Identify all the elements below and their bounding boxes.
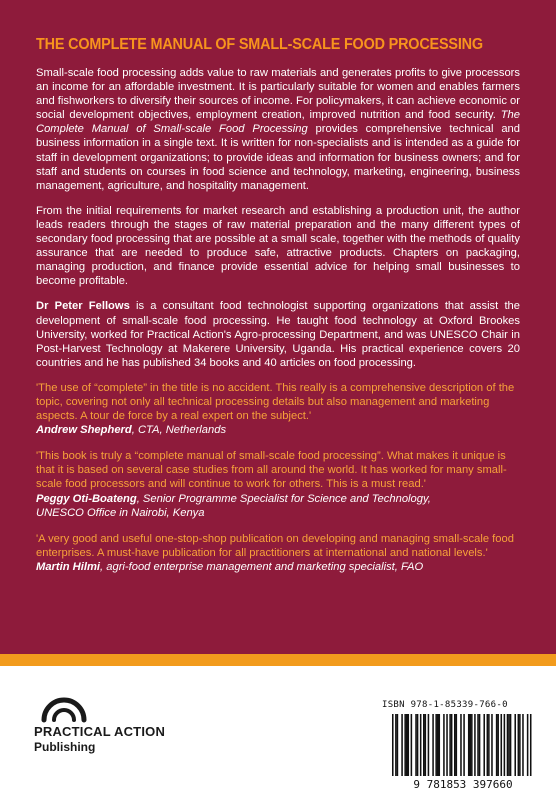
endorsement-2 (36, 449, 520, 519)
description-text-part-1: Small-scale food processing adds value to raw materials and generates profits to give processors an income for an affordable investment. It is particularly suitable for women and enables farmers and fishworkers to diversify their sources of income. For policymakers, it can achieve economic or social development objectives, employment creation, improved nutrition and food security. (36, 67, 520, 122)
endorsement-quote: 'This book is truly a “complete manual of small-scale food processing”. What makes it unique is that it is based on several case studies from all around the world. It has worked for many small-scale food processors and will continue to work for others. This is a must read.' (36, 450, 507, 491)
barcode-bar (510, 714, 512, 776)
endorser-affiliation: , Senior Programme Specialist for Science and Technology, (136, 492, 431, 505)
endorser-affiliation: , agri-food enterprise management and marketing specialist, FAO (100, 560, 424, 573)
barcode-bar (420, 714, 422, 776)
barcode-bar (437, 714, 439, 776)
barcode-bar (454, 714, 456, 776)
barcode-bar (496, 714, 498, 776)
barcode-bar (397, 714, 399, 776)
isbn-text: ISBN 978-1-85339-766-0 (382, 700, 508, 710)
barcode-bar (460, 714, 462, 782)
barcode-bar (491, 714, 493, 776)
author-name: Dr Peter Fellows (36, 300, 130, 313)
publisher-name: PRACTICAL ACTION (34, 724, 166, 739)
orange-band (0, 654, 556, 666)
barcode-bar (508, 714, 510, 776)
book-title: THE COMPLETE MANUAL OF SMALL-SCALE FOOD PROCESSING (36, 36, 483, 53)
barcode-digits: 9 781853 397660 (413, 778, 513, 791)
endorser-affiliation-line-2: UNESCO Office in Nairobi, Kenya (36, 506, 205, 519)
publisher-logo-icon (34, 690, 94, 724)
barcode-bar (483, 714, 485, 776)
barcode-bar (468, 714, 470, 776)
endorsement-3 (36, 532, 520, 574)
endorsement-quote: 'A very good and useful one-stop-shop publication on developing and managing small-scale food enterprises. A must-have publication for all practitioners at international and national levels.' (36, 532, 514, 559)
barcode (380, 712, 546, 792)
barcode-bar (497, 714, 499, 776)
endorser-affiliation: , CTA, Netherlands (131, 424, 227, 437)
barcode-bar (406, 714, 408, 776)
barcode-bar (527, 714, 529, 782)
endorser-name: Martin Hilmi (36, 560, 101, 573)
author-bio-text: is a consultant food technologist supporting organizations that assist the development of small-scale food processing. He taught food technology at Oxford Brookes University, worked for Practical Action's Agro-processing Department, and was UNESCO Chair in Post-Harvest Technology at Makerere University, Uganda. His practical experience covers 20 countries and he has published 34 books and 40 articles on food processing. (36, 300, 520, 369)
endorsement-1 (36, 381, 520, 437)
description-paragraph-1 (36, 66, 520, 193)
endorsement-quote: 'The use of “complete” in the title is no accident. This really is a comprehensive description of the topic, covering not only all technical processing details but also management and marketing aspects. A tour de force by a real expert on the subject.' (36, 381, 515, 423)
barcode-bar (443, 714, 445, 776)
barcode-bar (417, 714, 419, 776)
endorsement-attribution (36, 492, 520, 520)
barcode-bar (408, 714, 410, 776)
barcode-bar (487, 714, 489, 776)
barcode-bar (471, 714, 473, 776)
barcode-bar (514, 714, 516, 776)
barcode-bar (446, 714, 448, 776)
barcode-bar (435, 714, 437, 776)
barcode-bar (477, 714, 479, 776)
barcode-bar (474, 714, 476, 776)
barcode-bar (507, 714, 509, 776)
barcode-bar (451, 714, 453, 776)
endorser-name: Andrew Shepherd (36, 424, 132, 437)
endorsement-attribution (36, 423, 520, 437)
barcode-bar (401, 714, 403, 776)
barcode-bar (432, 714, 434, 776)
barcode-bar (439, 714, 441, 776)
endorsement-attribution (36, 560, 520, 574)
barcode-bar (423, 714, 425, 776)
book-title-italic: The Complete Manual of Small-scale Food Processing (36, 109, 520, 136)
barcode-bar (501, 714, 503, 776)
barcode-bar (449, 714, 451, 776)
barcode-bar (470, 714, 472, 776)
barcode-bar (479, 714, 481, 776)
barcode-bar (522, 714, 524, 776)
description-paragraph-2: From the initial requirements for market research and establishing a production unit, the author leads readers through the stages of raw material preparation and the many different types of secondary food processing that are possible at a small scale, together with the methods of quality assurance that are needed to produce safe, attractive products. Chapters on packaging, managing production, and finance provide essential advice for helping small businesses to become profitable. (36, 204, 520, 288)
barcode-bar (395, 714, 397, 782)
barcode-bar (428, 714, 430, 776)
barcode-bar (456, 714, 458, 776)
barcode-bar (519, 714, 521, 776)
barcode-bar (518, 714, 520, 776)
barcode-bar (411, 714, 413, 776)
barcode-bar (504, 714, 506, 776)
description-text-part-2: provides comprehensive technical and business information in a single text. It is written for non-specialists and is intended as a guide for staff in development organizations; to provide ideas and information for business owners; and for staff and students on courses in food science and technology, marketing, engineering, business management, agriculture, and hospitality management. (36, 123, 521, 192)
barcode-bar (415, 714, 417, 776)
barcode-bar (392, 714, 394, 782)
barcode-bar (530, 714, 532, 782)
barcode-bar (488, 714, 490, 776)
author-bio (36, 299, 520, 369)
barcode-bars (392, 714, 532, 782)
barcode-bar (425, 714, 427, 776)
endorser-name: Peggy Oti-Boateng (36, 492, 137, 505)
barcode-bar (463, 714, 465, 782)
publisher-imprint: Publishing (34, 740, 96, 754)
barcode-bar (404, 714, 406, 776)
publisher-logo (34, 690, 204, 770)
